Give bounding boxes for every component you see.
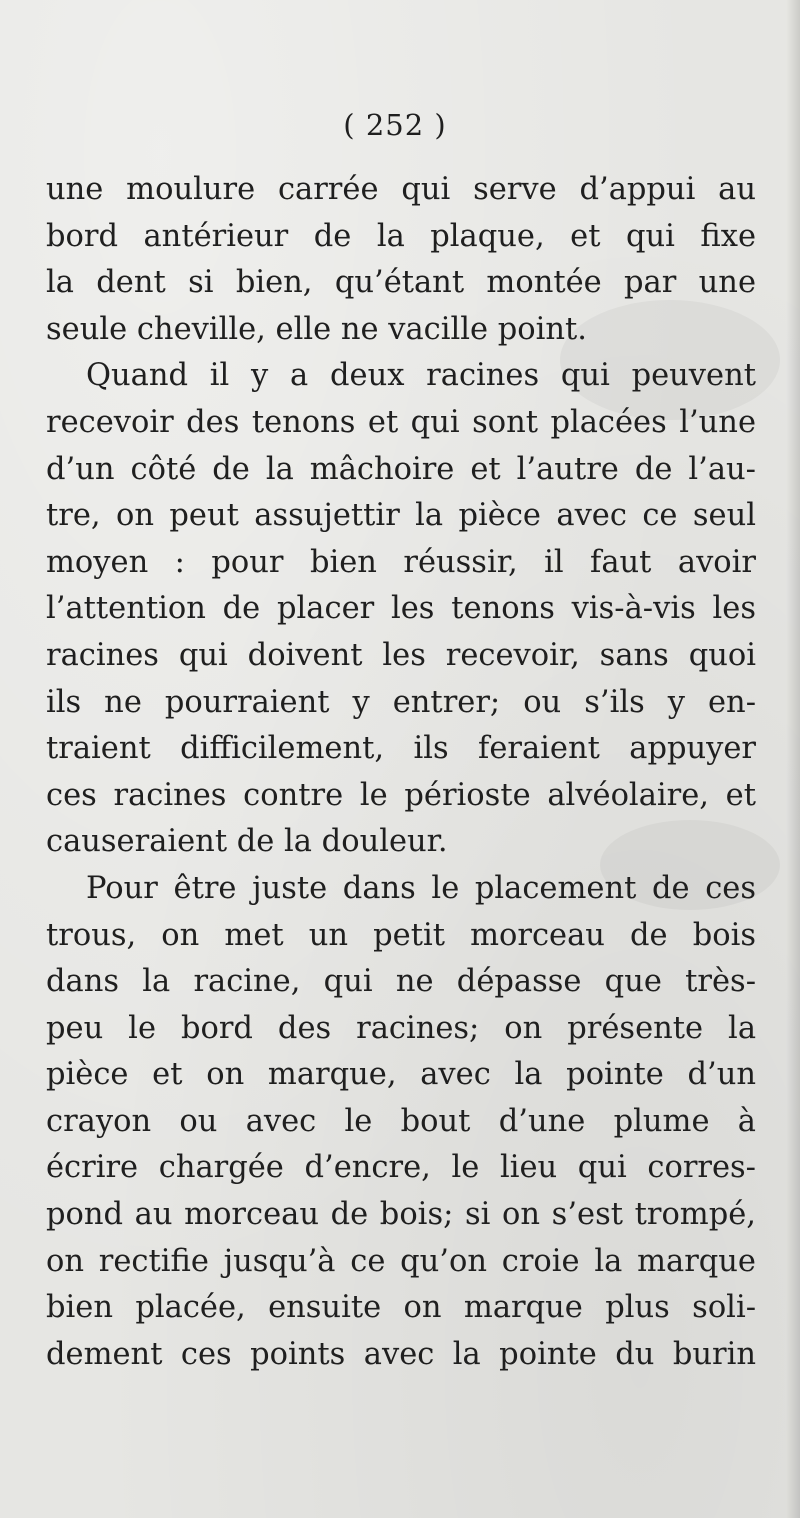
text-line: seule cheville, elle ne vacille point. (46, 311, 587, 347)
text-line: écrire chargée d’encre, le lieu qui corres- (46, 1150, 756, 1186)
text-line: dement ces points avec la pointe du burin (46, 1336, 756, 1372)
text-line: pièce et on marque, avec la pointe d’un (46, 1057, 756, 1093)
text-line: ces racines contre le périoste alvéolaire, et (46, 777, 756, 813)
text-line: moyen : pour bien réussir, il faut avoir (46, 544, 756, 580)
text-line: dans la racine, qui ne dépasse que très- (46, 964, 756, 1000)
text-line: causeraient de la douleur. (46, 824, 448, 860)
text-line: ils ne pourraient y entrer; ou s’ils y en- (46, 684, 756, 720)
text-line: trous, on met un petit morceau de bois (46, 917, 756, 953)
paragraph-start-line: Quand il y a deux racines qui peuvent (86, 358, 756, 394)
text-line: on rectifie jusqu’à ce qu’on croie la marque (46, 1243, 756, 1279)
text-line: la dent si bien, qu’étant montée par une (46, 265, 756, 301)
text-line: traient difficilement, ils feraient appuyer (46, 731, 756, 767)
text-line: tre, on peut assujettir la pièce avec ce seul (46, 498, 756, 534)
body-text (46, 167, 756, 1378)
text-line: pond au morceau de bois; si on s’est trompé, (46, 1197, 756, 1233)
page-edge-shadow (786, 0, 800, 1518)
text-line: crayon ou avec le bout d’une plume à (46, 1103, 756, 1139)
text-line: une moulure carrée qui serve d’appui au (46, 172, 756, 207)
text-line: peu le bord des racines; on présente la (46, 1010, 756, 1046)
text-line: recevoir des tenons et qui sont placées l’une (46, 404, 756, 440)
page-number: ( 252 ) (343, 108, 447, 142)
paragraph-start-line: Pour être juste dans le placement de ces (86, 870, 756, 906)
text-line: bord antérieur de la plaque, et qui fixe (46, 218, 756, 254)
text-line: racines qui doivent les recevoir, sans quoi (46, 637, 756, 673)
text-line: bien placée, ensuite on marque plus soli- (46, 1290, 756, 1326)
text-line: d’un côté de la mâchoire et l’autre de l’au- (46, 451, 756, 487)
text-line: l’attention de placer les tenons vis-à-vis les (46, 591, 756, 627)
